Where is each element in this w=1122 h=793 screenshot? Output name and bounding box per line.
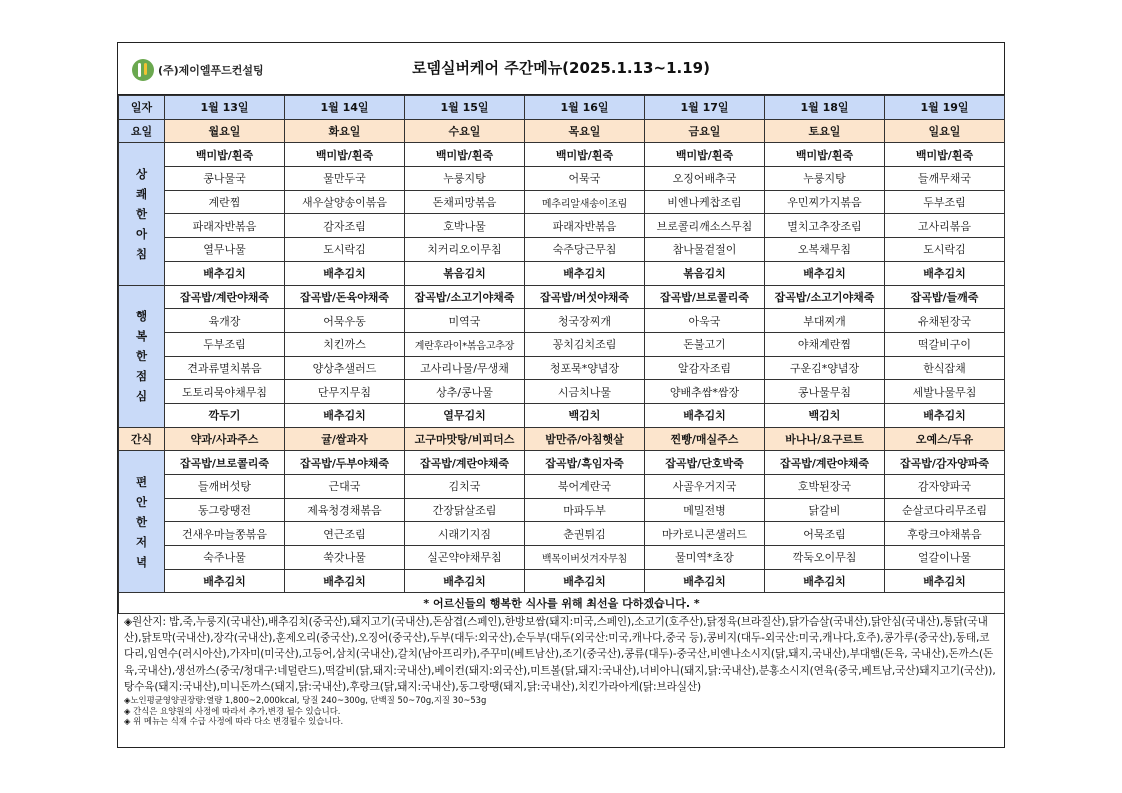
menu-item: 상추/콩나물 — [405, 380, 525, 404]
menu-item: 돈채피망볶음 — [405, 190, 525, 214]
snack-cell: 귤/쌀과자 — [285, 427, 405, 451]
nutrition-footnote: ◈노인평균영양권장량:열량 1,800~2,000kcal, 당질 240~300g, 단백질 50~70g,지질 30~53g — [124, 695, 487, 706]
menu-row — [119, 380, 1005, 404]
menu-item: 견과류멸치볶음 — [165, 356, 285, 380]
menu-item: 동그랑땡전 — [165, 498, 285, 522]
menu-item: 배추김치 — [525, 261, 645, 285]
menu-item: 유채된장국 — [885, 309, 1005, 333]
menu-row — [119, 285, 1005, 309]
menu-item: 백미밥/흰죽 — [765, 143, 885, 167]
meal-label — [119, 143, 165, 285]
menu-item: 백미밥/흰죽 — [405, 143, 525, 167]
menu-item: 닭갈비 — [765, 498, 885, 522]
menu-item: 볶음김치 — [405, 261, 525, 285]
menu-item: 배추김치 — [885, 569, 1005, 593]
menu-item: 숙주당근무침 — [525, 238, 645, 262]
menu-item: 백미밥/흰죽 — [525, 143, 645, 167]
day-cell: 일요일 — [885, 119, 1005, 143]
menu-item: 백김치 — [765, 403, 885, 427]
menu-item: 부대찌개 — [765, 309, 885, 333]
date-cell: 1월 16일 — [525, 96, 645, 120]
menu-item: 양배추쌈*쌈장 — [645, 380, 765, 404]
menu-row — [119, 143, 1005, 167]
menu-item: 배추김치 — [645, 403, 765, 427]
menu-item: 잡곡밥/버섯야채죽 — [525, 285, 645, 309]
menu-item: 오복채무침 — [765, 238, 885, 262]
menu-item: 북어계란국 — [525, 475, 645, 499]
day-cell: 목요일 — [525, 119, 645, 143]
menu-row — [119, 475, 1005, 499]
menu-item: 도시락김 — [885, 238, 1005, 262]
menu-item: 알감자조림 — [645, 356, 765, 380]
weekly-menu-table — [118, 95, 1005, 614]
menu-item: 깍두기 — [165, 403, 285, 427]
menu-item: 청포묵*양념장 — [525, 356, 645, 380]
meal-label-char: 점 — [135, 369, 148, 384]
menu-item: 춘권튀김 — [525, 522, 645, 546]
menu-item: 배추김치 — [765, 261, 885, 285]
menu-item: 잡곡밥/두부야채죽 — [285, 451, 405, 475]
menu-item: 콩나물국 — [165, 167, 285, 191]
menu-item: 치킨까스 — [285, 332, 405, 356]
menu-item: 잡곡밥/들깨죽 — [885, 285, 1005, 309]
menu-item: 야채계란찜 — [765, 332, 885, 356]
snack-footnote: ◈ 간식은 요양원의 사정에 따라서 추가,변경 될수 있습니다. — [124, 705, 341, 716]
menu-item: 파래자반볶음 — [525, 214, 645, 238]
menu-item: 순살코다리무조림 — [885, 498, 1005, 522]
menu-item: 청국장찌개 — [525, 309, 645, 333]
menu-item: 열무김치 — [405, 403, 525, 427]
menu-item: 실곤약야채무침 — [405, 546, 525, 570]
menu-item: 잡곡밥/흑임자죽 — [525, 451, 645, 475]
footer — [118, 610, 1004, 727]
menu-item: 배추김치 — [405, 569, 525, 593]
menu-item: 우민찌가지볶음 — [765, 190, 885, 214]
meal-label — [119, 285, 165, 427]
menu-row — [119, 451, 1005, 475]
page-title: 로뎀실버케어 주간메뉴(2025.1.13~1.19) — [412, 59, 710, 77]
menu-item: 잡곡밥/계란야채죽 — [165, 285, 285, 309]
menu-item: 새우살양송이볶음 — [285, 190, 405, 214]
menu-row — [119, 332, 1005, 356]
menu-item: 백미밥/흰죽 — [885, 143, 1005, 167]
menu-item: 떡갈비구이 — [885, 332, 1005, 356]
menu-item: 호박나물 — [405, 214, 525, 238]
menu-item: 계란찜 — [165, 190, 285, 214]
menu-item: 멸치고추장조림 — [765, 214, 885, 238]
menu-row — [119, 498, 1005, 522]
day-cell: 화요일 — [285, 119, 405, 143]
origin-info: ◈원산지: 밥,죽,누룽지(국내산),배추김치(중국산),돼지고기(국내산),돈삼겹(스페인),한방보쌈(돼지:미국,스페인),소고기(호주산),닭정육(브라질산),닭가슴살(국내산),닭안심(국내산),통닭(국내산),닭토막(국내산),장각(국내산),훈제오리(중국산),오징어(중국산),두부(대두:외국산),순두부(대두(외국산:미국,캐나다,중국 등),콩비지(대두-외국산:미국,캐나다,호주),콩가루(중국산),동태,코다리,임연수(러시아산),가자미(미국산),고등어,삼치(국내산),갈치(남아프리카),주꾸미(베트남산),조기(중국산),콩류(대두)-중국산,비엔나소시지(닭,돼지,국내산),부대햄(돈육, 국내산),돈까스(돈육,국내산),생선까스(중국/청대구:네덜란드),떡갈비(닭,돼지:국내산),베이컨(돼지:외국산),미트볼(닭,돼지:국내산),너비아니(돼지,닭:국내산),분홍소시지(연육(중국,베트남,국산)돼지고기(국산)),탕수육(돼지:국내산),미니돈까스(돼지,닭:국내산),후랑크(닭,돼지:국내산),동그랑땡(돼지,닭:국내산),치킨가라아게(닭:브라실산) — [124, 616, 996, 693]
menu-item: 백미밥/흰죽 — [285, 143, 405, 167]
day-cell: 수요일 — [405, 119, 525, 143]
snack-cell: 찐빵/매실주스 — [645, 427, 765, 451]
menu-row — [119, 522, 1005, 546]
meal-label-char: 심 — [135, 389, 148, 404]
meal-label-char: 아 — [135, 226, 148, 241]
menu-item: 깍둑오이무침 — [765, 546, 885, 570]
snack-cell: 밤만쥬/아침햇살 — [525, 427, 645, 451]
company-name: (주)제이엘푸드컨설팅 — [158, 64, 264, 77]
menu-item: 들깨버섯탕 — [165, 475, 285, 499]
menu-item: 배추김치 — [765, 569, 885, 593]
menu-row — [119, 546, 1005, 570]
menu-item: 배추김치 — [165, 261, 285, 285]
menu-item: 도토리묵야채무침 — [165, 380, 285, 404]
menu-row — [119, 238, 1005, 262]
menu-item: 시금치나물 — [525, 380, 645, 404]
menu-item: 제육청경채볶음 — [285, 498, 405, 522]
menu-item: 미역국 — [405, 309, 525, 333]
menu-item: 메추리알새송이조림 — [525, 190, 645, 214]
day-cell: 금요일 — [645, 119, 765, 143]
snack-cell: 약과/사과주스 — [165, 427, 285, 451]
menu-item: 배추김치 — [885, 403, 1005, 427]
menu-item: 후랑크야채볶음 — [885, 522, 1005, 546]
menu-item: 세발나물무침 — [885, 380, 1005, 404]
menu-item: 치커리오이무침 — [405, 238, 525, 262]
day-row — [119, 119, 1005, 143]
menu-item: 김치국 — [405, 475, 525, 499]
snack-cell: 고구마맛탕/비피더스 — [405, 427, 525, 451]
meal-label-char: 복 — [135, 329, 148, 344]
menu-row — [119, 214, 1005, 238]
date-cell: 1월 17일 — [645, 96, 765, 120]
menu-item: 백미밥/흰죽 — [645, 143, 765, 167]
menu-item: 들깨무채국 — [885, 167, 1005, 191]
menu-item: 사골우거지국 — [645, 475, 765, 499]
menu-item: 아욱국 — [645, 309, 765, 333]
menu-item: 잡곡밥/돈육야채죽 — [285, 285, 405, 309]
menu-item: 간장닭살조림 — [405, 498, 525, 522]
note-text: * 어르신들의 행복한 식사를 위해 최선을 다하겠습니다. * — [119, 593, 1005, 614]
menu-item: 감자조림 — [285, 214, 405, 238]
menu-item: 구운김*양념장 — [765, 356, 885, 380]
menu-item: 돈불고기 — [645, 332, 765, 356]
meal-label-char: 저 — [135, 534, 148, 549]
menu-item: 백목이버섯겨자무침 — [525, 546, 645, 570]
menu-item: 배추김치 — [285, 569, 405, 593]
menu-row — [119, 356, 1005, 380]
meal-label-char: 상 — [135, 166, 148, 181]
menu-item: 건새우마늘쫑볶음 — [165, 522, 285, 546]
menu-item: 배추김치 — [645, 569, 765, 593]
menu-item: 물미역*초장 — [645, 546, 765, 570]
menu-item: 마파두부 — [525, 498, 645, 522]
menu-item: 열무나물 — [165, 238, 285, 262]
meal-label-char: 안 — [135, 494, 148, 509]
menu-item: 숙주나물 — [165, 546, 285, 570]
date-cell: 1월 19일 — [885, 96, 1005, 120]
menu-item: 잡곡밥/브로콜리죽 — [165, 451, 285, 475]
menu-item: 오징어배추국 — [645, 167, 765, 191]
meal-label-char: 침 — [135, 246, 148, 261]
menu-item: 비엔나케찹조림 — [645, 190, 765, 214]
day-cell: 월요일 — [165, 119, 285, 143]
menu-row — [119, 309, 1005, 333]
menu-item: 볶음김치 — [645, 261, 765, 285]
menu-row — [119, 569, 1005, 593]
menu-item: 도시락김 — [285, 238, 405, 262]
menu-item: 쑥갓나물 — [285, 546, 405, 570]
menu-item: 단무지무침 — [285, 380, 405, 404]
menu-row — [119, 167, 1005, 191]
header — [118, 43, 1004, 95]
date-cell: 1월 18일 — [765, 96, 885, 120]
menu-item: 얼갈이나물 — [885, 546, 1005, 570]
date-label: 일자 — [119, 96, 165, 120]
menu-item: 잡곡밥/소고기야채죽 — [765, 285, 885, 309]
menu-item: 메밀전병 — [645, 498, 765, 522]
menu-row — [119, 261, 1005, 285]
meal-label-char: 녁 — [135, 554, 148, 569]
meal-label-char: 행 — [135, 309, 148, 324]
meal-label-char: 한 — [135, 514, 148, 529]
meal-label-char: 한 — [135, 206, 148, 221]
meal-label-char: 한 — [135, 349, 148, 364]
menu-item: 잡곡밥/감자양파죽 — [885, 451, 1005, 475]
date-cell: 1월 15일 — [405, 96, 525, 120]
menu-item: 잡곡밥/계란야채죽 — [405, 451, 525, 475]
day-cell: 토요일 — [765, 119, 885, 143]
meal-label-char: 쾌 — [135, 186, 148, 201]
menu-item: 배추김치 — [285, 403, 405, 427]
snack-cell: 오예스/두유 — [885, 427, 1005, 451]
menu-item: 두부조림 — [165, 332, 285, 356]
menu-item: 마카로니콘샐러드 — [645, 522, 765, 546]
menu-change-footnote: ◈ 위 메뉴는 식재 수급 사정에 따라 다소 변경될수 있습니다. — [124, 716, 344, 727]
menu-item: 양상추샐러드 — [285, 356, 405, 380]
menu-item: 어묵조림 — [765, 522, 885, 546]
menu-item: 어묵우동 — [285, 309, 405, 333]
date-row — [119, 96, 1005, 120]
menu-row — [119, 190, 1005, 214]
menu-item: 계란후라이*볶음고추장 — [405, 332, 525, 356]
snack-label: 간식 — [119, 427, 165, 451]
menu-item: 백미밥/흰죽 — [165, 143, 285, 167]
menu-item: 호박된장국 — [765, 475, 885, 499]
menu-item: 브로콜리깨소스무침 — [645, 214, 765, 238]
menu-item: 배추김치 — [525, 569, 645, 593]
menu-item: 시래기지짐 — [405, 522, 525, 546]
menu-item: 잡곡밥/소고기야채죽 — [405, 285, 525, 309]
menu-item: 파래자반볶음 — [165, 214, 285, 238]
date-cell: 1월 14일 — [285, 96, 405, 120]
day-label: 요일 — [119, 119, 165, 143]
snack-row — [119, 427, 1005, 451]
menu-item: 잡곡밥/브로콜리죽 — [645, 285, 765, 309]
menu-item: 꽁치김치조림 — [525, 332, 645, 356]
menu-item: 근대국 — [285, 475, 405, 499]
menu-item: 연근조림 — [285, 522, 405, 546]
menu-row — [119, 403, 1005, 427]
menu-item: 배추김치 — [885, 261, 1005, 285]
menu-item: 한식잡채 — [885, 356, 1005, 380]
meal-label — [119, 451, 165, 593]
menu-item: 배추김치 — [285, 261, 405, 285]
menu-item: 백김치 — [525, 403, 645, 427]
menu-item: 배추김치 — [165, 569, 285, 593]
menu-item: 감자양파국 — [885, 475, 1005, 499]
menu-item: 누룽지탕 — [765, 167, 885, 191]
menu-item: 육개장 — [165, 309, 285, 333]
snack-cell: 바나나/요구르트 — [765, 427, 885, 451]
menu-item: 두부조림 — [885, 190, 1005, 214]
meal-label-char: 편 — [135, 474, 148, 489]
menu-item: 누룽지탕 — [405, 167, 525, 191]
menu-item: 물만두국 — [285, 167, 405, 191]
menu-item: 잡곡밥/단호박죽 — [645, 451, 765, 475]
menu-item: 참나물겉절이 — [645, 238, 765, 262]
menu-item: 잡곡밥/계란야채죽 — [765, 451, 885, 475]
menu-item: 어묵국 — [525, 167, 645, 191]
date-cell: 1월 13일 — [165, 96, 285, 120]
menu-sheet — [117, 42, 1005, 748]
menu-item: 고사리나물/무생채 — [405, 356, 525, 380]
menu-item: 고사리볶음 — [885, 214, 1005, 238]
menu-item: 콩나물무침 — [765, 380, 885, 404]
